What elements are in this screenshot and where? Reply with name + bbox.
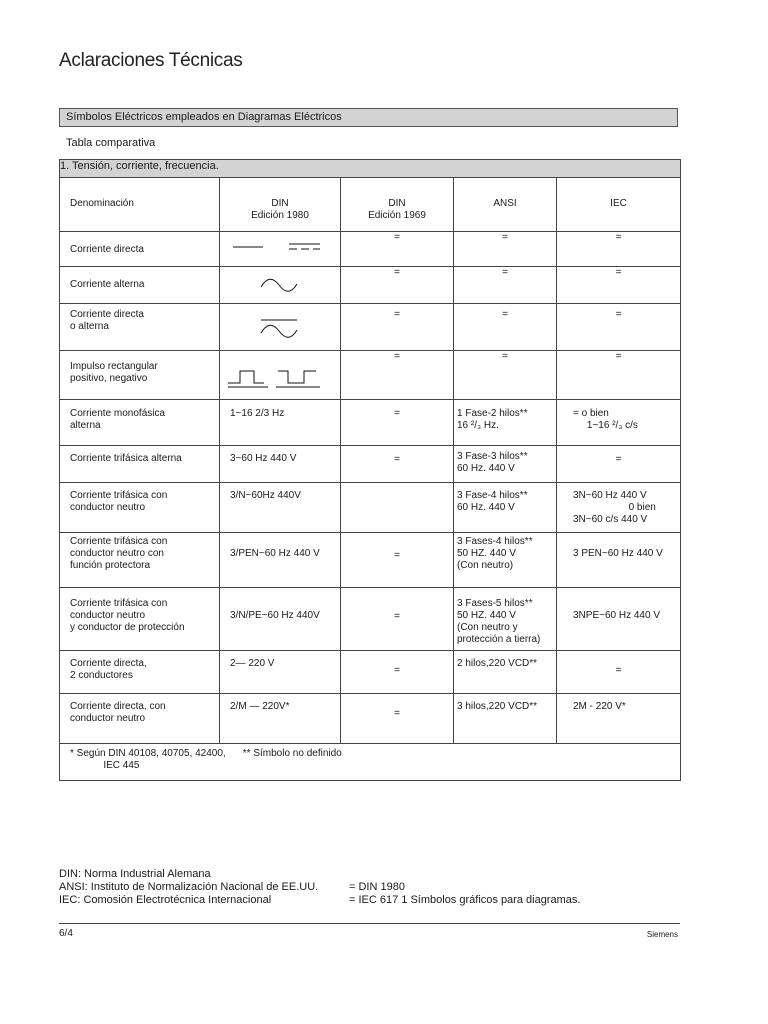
cell-din1969: =	[341, 351, 454, 400]
table-row	[60, 694, 681, 744]
cell-iec: 3N~60 Hz 440 V 0 bien 3N~60 c/s 440 V	[573, 490, 656, 525]
cell-ansi: =	[454, 232, 557, 267]
def-ansi-eq: = DIN 1980	[349, 881, 405, 893]
table-row	[60, 588, 681, 651]
cell-iec: =	[557, 651, 681, 694]
table-footnotes-row	[60, 744, 681, 781]
page-title: Aclaraciones Técnicas	[59, 50, 243, 71]
cell-din1980: 2— 220 V	[230, 658, 275, 669]
cell-ansi: =	[454, 351, 557, 400]
cell-iec: 2M - 220 V*	[573, 701, 626, 712]
cell-iec: 3 PEN~60 Hz 440 V	[573, 548, 663, 559]
row-name: Impulso rectangular positivo, negativo	[70, 361, 158, 384]
row-name: Corriente directa o alterna	[70, 309, 144, 332]
cell-din1969: =	[341, 267, 454, 304]
cell-ansi: 3 Fase-4 hilos** 60 Hz. 440 V	[457, 490, 528, 513]
cell-din1969: =	[341, 651, 454, 694]
table-row	[60, 232, 681, 267]
section-title-bar: Símbolos Eléctricos empleados en Diagramas Eléctricos	[59, 108, 678, 127]
row-name: Corriente directa, 2 conductores	[70, 658, 147, 681]
header-din1980-l1: DIN	[271, 198, 289, 209]
header-din1969-l1: DIN	[388, 198, 406, 209]
table-row	[60, 533, 681, 588]
cell-ansi: =	[454, 304, 557, 351]
row-name: Corriente alterna	[70, 279, 145, 290]
footnote-undefined: ** Símbolo no definido	[242, 748, 342, 759]
table-row	[60, 400, 681, 446]
def-iec: IEC: Comosión Electrotécnica Internacional	[59, 894, 272, 906]
footnote-din: * Según DIN 40108, 40705, 42400, IEC 445	[70, 748, 226, 771]
cell-ansi: 3 Fases-4 hilos** 50 HZ. 440 V (Con neutro)	[457, 536, 533, 571]
header-din1980-l2: Edición 1980	[251, 210, 309, 221]
row-name: Corriente trifásica con conductor neutro	[70, 490, 168, 513]
cell-iec: = o bien 1~16 ²/₃ c/s	[573, 408, 638, 431]
cell-iec: =	[557, 267, 681, 304]
table-section-header	[60, 160, 681, 178]
table-row	[60, 651, 681, 694]
row-name: Corriente directa, con conductor neutro	[70, 701, 166, 724]
header-ansi: ANSI	[493, 198, 517, 209]
brand-name: Siemens	[646, 930, 678, 939]
def-ansi: ANSI: Instituto de Normalización Nacional de EE.UU.	[59, 881, 319, 893]
cell-din1969: =	[341, 588, 454, 651]
cell-din1969: =	[341, 694, 454, 744]
cell-ansi: 2 hilos,220 VCD**	[457, 658, 538, 669]
cell-iec: =	[557, 351, 681, 400]
table-row	[60, 267, 681, 304]
table-row	[60, 446, 681, 483]
cell-din1980: 3/N/PE~60 Hz 440V	[230, 610, 320, 621]
dc-symbol-icon	[225, 232, 335, 262]
def-din: DIN: Norma Industrial Alemana	[59, 868, 211, 880]
cell-iec: =	[557, 304, 681, 351]
cell-ansi: 1 Fase-2 hilos** 16 ²/₃ Hz.	[457, 408, 528, 431]
cell-din1969: =	[341, 533, 454, 588]
cell-din1969	[341, 483, 454, 533]
row-name: Corriente trifásica alterna	[70, 453, 182, 464]
page-number: 6/4	[59, 928, 73, 939]
abbreviation-definitions	[59, 868, 580, 907]
cell-din1969: =	[341, 232, 454, 267]
cell-din1969: =	[341, 304, 454, 351]
cell-din1980: 3/PEN~60 Hz 440 V	[230, 548, 320, 559]
ac-symbol-icon	[225, 267, 335, 301]
table-row	[60, 304, 681, 351]
cell-iec: =	[557, 232, 681, 267]
row-name: Corriente monofásica alterna	[70, 408, 166, 431]
header-iec: IEC	[610, 198, 627, 209]
row-name: Corriente trifásica con conductor neutro y conductor de protección	[70, 598, 185, 633]
symbols-table	[59, 159, 681, 781]
cell-ansi: =	[454, 267, 557, 304]
row-name: Corriente directa	[70, 244, 144, 255]
cell-din1980: 3/N~60Hz 440V	[230, 490, 301, 501]
rectangular-pulse-icon	[224, 351, 336, 395]
cell-din1980: 1~16 2/3 Hz	[230, 408, 285, 419]
table-subtitle: Tabla comparativa	[66, 137, 156, 149]
cell-din1969: =	[341, 400, 454, 446]
row-name: Corriente trifásica con conductor neutro con función protectora	[70, 536, 168, 571]
cell-ansi: 3 Fases-5 hilos** 50 HZ. 440 V (Con neutro y protección a tierra)	[457, 598, 541, 645]
cell-din1980: 3~60 Hz 440 V	[230, 453, 297, 464]
def-iec-eq: = IEC 617 1 Símbolos gráficos para diagramas.	[349, 894, 581, 906]
footer-divider	[59, 923, 680, 924]
ac-dc-symbol-icon	[225, 304, 335, 348]
table-row	[60, 483, 681, 533]
table-row	[60, 351, 681, 400]
cell-din1980: 2/M — 220V*	[230, 701, 290, 712]
table-section-label: 1. Tensión, corriente, frecuencia.	[60, 160, 681, 178]
cell-ansi: 3 Fase-3 hilos** 60 Hz. 440 V	[457, 451, 528, 474]
header-denominacion: Denominación	[70, 198, 134, 209]
cell-ansi: 3 hilos,220 VCD**	[457, 701, 538, 712]
header-din1969-l2: Edición 1969	[368, 210, 426, 221]
cell-din1969: =	[341, 446, 454, 483]
table-header-row	[60, 178, 681, 232]
cell-iec: 3NPE~60 Hz 440 V	[573, 610, 660, 621]
cell-iec: =	[557, 446, 681, 483]
